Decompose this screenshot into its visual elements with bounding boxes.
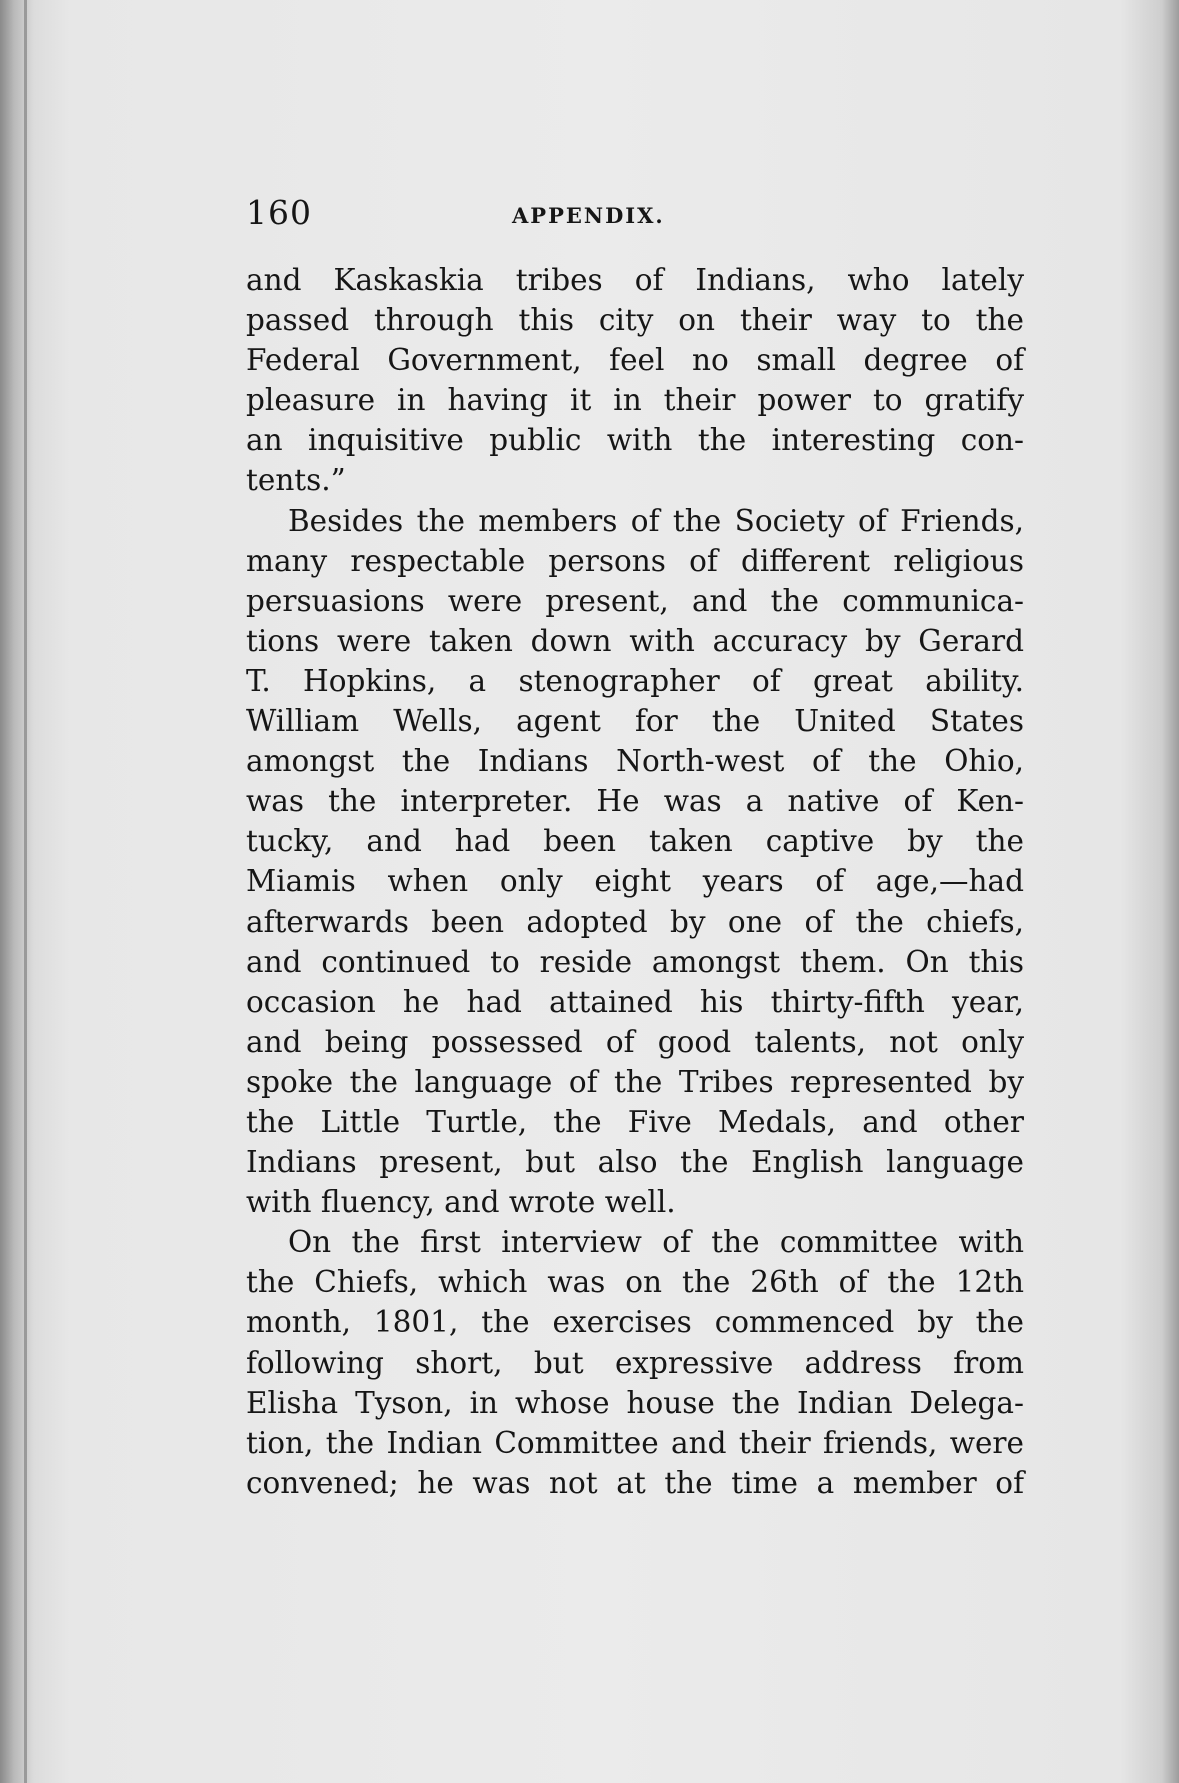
text-line: tents.” [246,463,346,498]
text-line: afterwards been adopted by one of the chiefs, [246,904,1024,939]
text-line: Federal Government, feel no small degree of [246,343,1024,378]
page-text-block [246,190,1024,1503]
paragraph [246,260,1024,501]
text-line: Besides the members of the Society of Friends, [288,503,1024,538]
text-line: following short, but expressive address from [246,1345,1024,1380]
text-line: William Wells, agent for the United States [246,704,1024,739]
text-line: pleasure in having it in their power to gratify [246,383,1024,418]
text-line: tion, the Indian Committee and their friends, were [246,1425,1024,1460]
running-head-title: APPENDIX. [512,203,665,228]
text-line: an inquisitive public with the interesting con- [246,423,1024,458]
text-line: On the first interview of the committee with [288,1225,1024,1260]
text-line: Elisha Tyson, in whose house the Indian Delega- [246,1385,1024,1420]
text-line: passed through this city on their way to the [246,303,1024,338]
text-line: persuasions were present, and the communica- [246,583,1024,618]
text-line: occasion he had attained his thirty-fifth year, [246,984,1024,1019]
text-line: Miamis when only eight years of age,—had [246,864,1024,899]
text-line: and continued to reside amongst them. On this [246,944,1024,979]
page-spine-edge [24,0,27,1783]
text-line: T. Hopkins, a stenographer of great ability. [246,663,1024,698]
text-line: Indians present, but also the English language [246,1145,1024,1180]
paragraph [246,1222,1024,1503]
text-line: tions were taken down with accuracy by Gerard [246,623,1024,658]
text-line: and Kaskaskia tribes of Indians, who lately [246,263,1024,297]
paragraph [246,501,1024,1223]
text-line: and being possessed of good talents, not only [246,1024,1024,1059]
text-line: spoke the language of the Tribes represented by [246,1064,1024,1099]
text-line: the Chiefs, which was on the 26th of the 12th [246,1265,1024,1300]
text-line: month, 1801, the exercises commenced by the [246,1305,1024,1340]
body-text [246,260,1024,1503]
text-line: the Little Turtle, the Five Medals, and other [246,1104,1024,1139]
text-line: was the interpreter. He was a native of Ken- [246,784,1024,819]
text-line: with fluency, and wrote well. [246,1185,676,1220]
page-number: 160 [246,193,312,232]
text-line: convened; he was not at the time a member of [246,1465,1024,1500]
running-head [246,190,1024,236]
page-right-edge [1161,0,1179,1783]
text-line: amongst the Indians North-west of the Ohio, [246,744,1024,779]
text-line: many respectable persons of different religious [246,543,1024,578]
text-line: tucky, and had been taken captive by the [246,824,1024,859]
